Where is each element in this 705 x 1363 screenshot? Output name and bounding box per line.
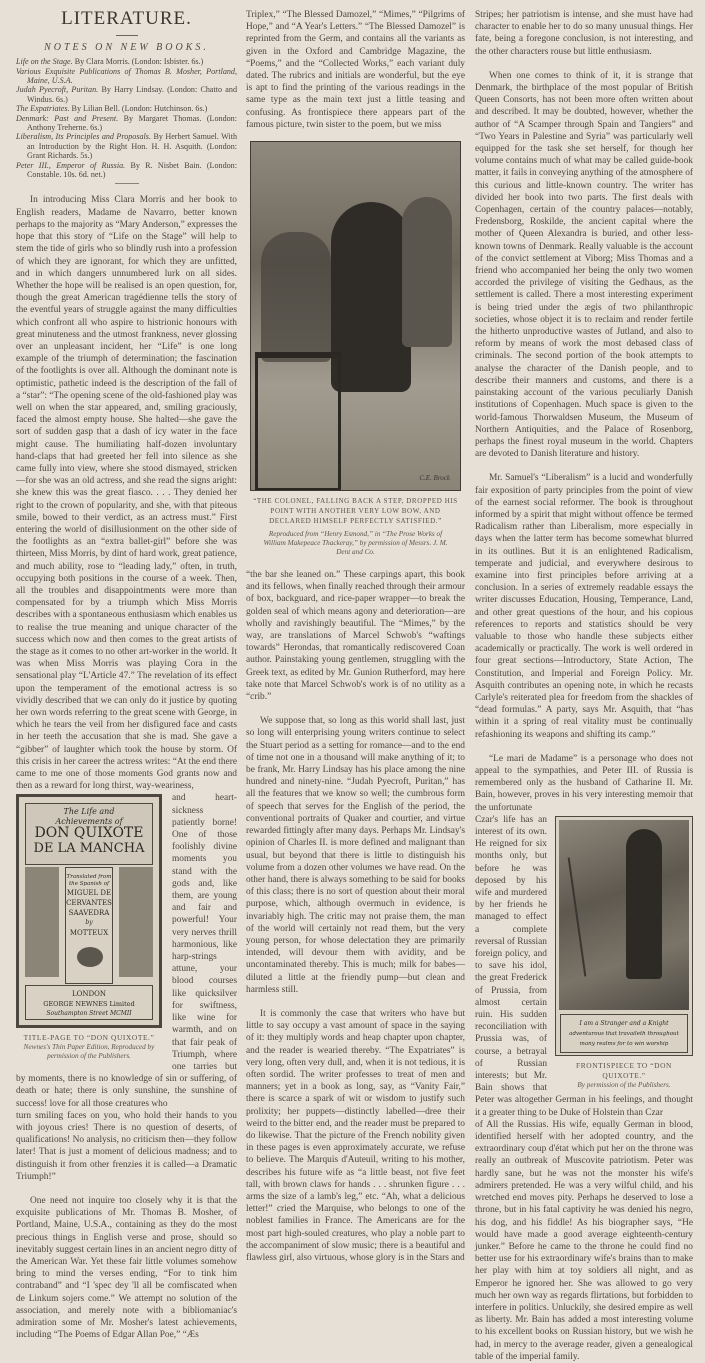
figure-caption: “THE COLONEL, FALLING BACK A STEP, DROPPED HIS POINT WITH ANOTHER VERY LOW BOW, AND DECLARED HIMSELF PERFECTLY SATISFIED.” <box>253 497 458 526</box>
review-mosher: One need not inquire too closely why it is that the exquisite publications of Mr. Thomas B. Mosher, of Portland, Maine, U.S.A., containing as they do the most precious things in English verse and prose, should so inevitably suggest certain lines in an ancient negro ditty of the American War. Yet these fair little volumes somehow bring to mind the verses ending, “For to tink him contraband” and “I 'spec dey 'll all be comfiscated when de Linkum sojers come.” We attempt no solution of the association, and merely note with a bibliomaniac's admiration some of Mr. Mosher's latest achievements, including “The Poems of Edgar Allan Poe,” “Æs <box>16 1195 237 1341</box>
book-list-item: The Expatriates. By Lilian Bell. (London: Hutchinson. 6s.) <box>16 104 208 114</box>
review-peter-iii-end: of All the Russias. His wife, equally German in blood, identified herself with her adopted country, and the extraordinary coup d'état which put her on the throne was really an outbreak of Muscovite patriotism. Peter was hardly sane, but he was not the monster his wife's admirers pretended. He was a very wilful child, and his wretched end moves pity. Perhaps he deserved to lose a throne, but in his fatal captivity he was denied his negro, his dog, and his fiddle! As his biographer says, “He would have made a good average eighteenth-century junker.” Before he came to the throne he could find no better use for his extraordinary wife's brains than to make her play with him at toy soldiers all night, and as Emperor he ignored her. She was allowed to go very much her own way as regards flirtations, but forbidden to interfere in politics. Unluckily, she desired empire as well as liberty. Mr. Bain has added a most interesting volume to his excellent books on Russian history, but we wish he had, in mercy to the average reader, given a genealogical table of the imperial family. <box>475 1119 693 1362</box>
review-mosher-end: “the bar she leaned on.” These carpings apart, this book and its fellows, when finally reached through their armour of box, backguard, and rice-paper wrapper—to break the golden seal of which means agony and deterioration—are wholly and ravishingly beautiful. The “Mimes,” by the way, are translations of Marcel Schwob's “waftings towards” Herondas, that romantically rediscovered Coan author. Painstaking young gentlemen, struggling with the Greek text, as edited by Mr. Gunion Rutherford, may here take note that Marcel Schwob's work is of no utility as a “crib.” <box>246 570 465 703</box>
page-title: LITERATURE. <box>61 8 192 29</box>
figure-caption: TITLE-PAGE TO “DON QUIXOTE.” <box>23 1033 155 1043</box>
title-page-illustration: The Life and Achievements of DON QUIXOTE DE LA MANCHA Translated from the Spanish of MIGUEL DE CERVANTES SAAVEDRA by MOTTEUX LONDON GEORGE NEWNES Limited Southampton Street MCMII <box>16 794 162 1028</box>
column-2 <box>246 0 465 1264</box>
illustrator-signature: C.E. Brock <box>419 473 450 482</box>
book-list-item: Liberalism, Its Principles and Proposals. By Herbert Samuel. With an Introduction by the Right Hon. H. H. Asquith. (London: Grant Richards. 5s.) <box>16 132 237 161</box>
book-list-item: Life on the Stage. By Clara Morris. (London: Isbister. 6s.) <box>16 57 204 67</box>
review-clara-morris-end: turn smiling faces on you, who hold their hands to you with joyous cries! There is no question of deserts, of qualifications! No analysis, no criticism then—they follow later! That is just a moment of delicious madness; and to distinguish it from other frenzies it is called—a Dramatic Triumph!” <box>16 1110 237 1182</box>
column-3 <box>475 0 693 1363</box>
figure-credit: By permission of the Publishers. <box>577 1080 671 1089</box>
review-denmark: When one comes to think of it, it is strange that Denmark, the birthplace of the most popular of British Queen Consorts, has not been more often written about and described. It may be doubted, however, whether the author of “A Scamper through Spain and Tangiers” and “Two Years in Palestine and Syria” was particularly well equipped for the task she set herself, for though her volume contains much of what may be called guide-book matter, it fails in conveying anything of the atmosphere of this curious and little-known country. The writer has divided her book into two parts. The first deals with Copenhagen, certain of the country palaces—notably, Fredensborg, Roskilde, the ancient capital where the mother of Queen Alexandra is buried, and other less-known towns of Denmark. Really valuable is the account of the convict settlement at Viborg; Miss Thomas and a friend who accompanied her being the only two women accorded the privilege of visiting the Gedhaus, as the settlement is called. There a most interesting experiment is being tried under the ægis of two philanthropic societies, whose object it is to reclaim and render fertile the hitherto unproductive wastes of Jutland, and also to reform by means of work the most debased class of criminals. The second portion of the book attempts to analyse the character of the Danish people, and to describe their manners and customs, and there is a painstaking account of the various peculiarly Danish institutions of Copenhagen. Much space is given to the world-famous Thorwaldsen Museum, the Museum of Northern Antiquities, and the Palace of Rosenborg, perhaps the finest royal museum in the world. Chapters are devoted to Danish literature and history. <box>475 70 693 460</box>
figure-credit: Reproduced from “Henry Esmond,” in “The Prose Works of William Makepeace Thackeray,” by permission of Messrs. J. M. Dent and Co. <box>263 530 448 557</box>
book-list <box>16 57 237 179</box>
book-list-item: Denmark: Past and Present. By Margaret Thomas. (London: Anthony Treherne. 6s.) <box>16 113 237 133</box>
figure-don-quixote-title-page <box>16 794 162 1061</box>
section-subheading: NOTES ON NEW BOOKS. <box>44 42 209 53</box>
list-rule <box>115 183 139 184</box>
figure-don-quixote-frontispiece <box>555 816 693 1090</box>
review-judah-pyecroft: We suppose that, so long as this world shall last, just so long will enterprising young writers continue to select the Stuart period as a setting for romance—and to the end of time not one in a thousand will make anything of it; to be frank, Mr. Harry Lindsay has his place among the nine hundred and ninety-nine. “Judah Pyecroft, Puritan,” has all the features that we know so well; the cumbrous form of speech that serves for the English of the period, the conventional portraits of Quaker and courtier, and virtue rewarded fittingly after many days. Perhaps Mr. Lindsay's opinion of Charles II. is more defined and malignant than usual, but beyond that there is little to distinguish his volume from a dozen other volumes we have read. On the other hand, there is always something to be said for books of this class; there is no sort of question about their moral purpose, which, although overmuch in evidence, is invariably high. The critic may not praise them, the man of the world will certainly not read them, but the very young person, for whose delectation they are primarily intended, will devour them with avidity, and be uncontaminated thereby. This is much; milk for babes—diluted a little at the friendly pump—but clean and harmless still. <box>246 716 465 995</box>
review-liberalism: Mr. Samuel's “Liberalism” is a lucid and wonderfully fair exposition of party principles from the point of view of the earnest social reformer. The book is throughout informed by a spirit that might without offence be termed Radicalism rather than Liberalism, more especially in days when the latter term has become somewhat blurred in its outlines. But it is an enlightened Radicalism, temperate and judicial, and everywhere desirous to examine into first principles before arriving at a conclusion. In a series of extremely readable essays the writer discusses Education, Housing, Temperance, Land, and other great questions of the hour, and his copious references to reports and statistics should be very valuable to those who handle these subjects either academically or practically. The work is well ordered in four great sections—Introductory, State Action, The Constitution, and Imperial and Foreign Policy. Mr. Asquith contributes an opening note, in which he recasts Carlyle's reiterated plea for freedom from the shackles of “dead formulas.” A party, says Mr. Asquith, that “has within it a spring of real vitality must be continually refashioning its weapons and shifting its camp.” <box>475 473 693 740</box>
review-clara-morris: In introducing Miss Clara Morris and her book to English readers, Madame de Navarro, better known perhaps to the majority as “Mary Anderson,” expresses the hope that this story of “Life on the Stage” will help to stem the tide of girls who so blindly rush into a profession of which they are ignorant, for which they are unfitted, and in which dangers unnumbered lurk on all sides. Whether the hope will be realised is an open question, for, though the great American tragédienne tells the story of the eventful years of struggle against the many difficulties which confront all who aspire to histrionic honours with great minuteness and the utmost frankness, never glossing over an unpleasant incident, her “Life” is one long example of the triumph of determination; the fascination of the footlights is over all. Although the dominant note is optimistic, pathetic indeed is the description of the fall of a “star”: “The opening scene of the old-fashioned play was well on when the star appeared, and, smiling graciously, faced the almost empty house. She halted—she gave the sort of sudden gasp that a dash of icy water in the face might cause. The humiliating half-dozen involuntary hand-claps that had greeted her fell into silence as she came fully into view, where she stood dismayed, stricken—for she was an old actress, and she read the signs aright: she knew this was the great fiasco. . . . They denied her right to the crown of popularity, and she, with that piteous smile, bowed to their verdict, as an actress must.” First entering the world of disillusionment on the other side of the footlights as an “extra ballet-girl” before she was thirteen, Miss Morris, by dint of hard work, great patience, and much ability, rose to “leading lady,” often, in truth, occupying both positions in the course of a week. Then, all the troubles and disappointments were more than compensated for by a triumph which Miss Morris describes with a spontaneous enthusiasm which enables us to realise the true meaning and unique character of the success which now and then comes to the great artists of the stage as it comes to no other art-worker in the world. It was when Miss Morris was playing Cora in the sensational play “L'Article 47.” The revelation of its effect upon the temperament of the emotional actress is so vividly described that we can only do it justice by quoting her own words referring to the great scene with George, in which he tears the veil from her disfigured face and casts in her teeth the accusation that she is mad. She gave a “gibber” of laughter which took the house by storm. Of this crisis in her career the actress writes: “At the end there came to me one of those moments God grants now and then as a reward for long thirst, way-weariness, <box>16 195 238 792</box>
review-peter-iii-continued: Czar's life has an interest of its own. He reigned for six months only, but before he was deposed by his wife and murdered by her friends he managed to effect a complete reversal of Russian foreign policy, and to save his idol, the great Frederick of Prussia, from almost certain ruin. His sudden reconciliation with Prussia was, of course, a betrayal of Russian interests; but Mr. Bain shows that Peter was altogether German in his feelings, and thought it a greater thing to be Duke of Holstein than Czar <box>475 814 693 1118</box>
title-rule <box>116 35 138 36</box>
review-mosher-continued: Triplex,” “The Blessed Damozel,” “Mimes,” “Pilgrims of Hope,” and “A Year's Letters.” “The Blessed Damozel” is reprinted from the Germ, and contains all the variants as given in the Oxford and Cambridge Magazine, the “Poems,” and the “Collected Works,” each variant duly dated. The rubrics and initials are wonderful, but the eye is apt to find the printing of the various readings in the same type as the main text just a little teasing and confusing. As frontispiece there appears part of the famous picture, twin sister to the poem, but we miss <box>246 10 465 130</box>
book-list-item: Peter III., Emperor of Russia. By R. Nisbet Bain. (London: Constable. 10s. 6d. net.) <box>16 160 237 180</box>
figure-credit: Newnes's Thin Paper Edition, Reproduced by permission of the Publishers. <box>23 1043 155 1061</box>
review-peter-iii: “Le mari de Madame” is a personage who does not appeal to the sympathies, and Peter III. of Russia is remembered only as the husband of Catharine II. Mr. Bain, however, proves in his very interesting memoir that the unfortunate <box>475 753 693 813</box>
book-list-item: Judah Pyecroft, Puritan. By Harry Lindsay. (London: Chatto and Windus. 6s.) <box>16 85 237 104</box>
figure-caption: FRONTISPIECE TO “DON QUIXOTE.” <box>576 1060 672 1080</box>
figure-henry-esmond <box>250 141 461 557</box>
column-1 <box>16 0 237 1341</box>
book-list-item: Various Exquisite Publications of Thomas B. Mosher, Portland, Maine, U.S.A. <box>16 66 237 86</box>
henry-esmond-illustration <box>250 141 461 491</box>
review-clara-morris-continued: and heart-sickness patiently borne! One of those foolishly divine moments you stand with the gods and, like them, are young and fair and powerful! Your very nerves thrill harmonious, like harp-strings attune, your blood courses like quicksilver for swiftness, like wine for warmth, and on that fair peak of Triumph, where one tarries but by moments, there is no knowledge of sin or suffering, of death or hate; there is only sunshine, the sunshine of success! love for all those creatures who <box>16 793 237 1109</box>
review-expatriates: It is commonly the case that writers who have but little to say occupy a vast amount of space in the saying of it: they multiply words and heap chapter upon chapter, and the reader is wearied thereby. “The Expatriates” is very long, often very dull, and, when it is not tedious, it is often sordid. The writer professes to treat of men and manners; yet in a book as long, say, as “Vanity Fair,” there is scarce a spark of wit or wisdom to justify such prolixity; her puppets—distinctly labelled—dree their weird to the bitter end, and the reader must be prepared to do likewise. That the picture of the French nobility given in these pages is even approximately accurate, we refuse to believe. The Marquis d'Auteuil, writing to his mother, describes his future wife as “a little beast, not five feet tall, with brown claws for hands . . . shrunken figure . . . arms the size of a lamb's leg,” etc. “Ah, what a delicious letter!” cried the Marquise, who belongs to one of the noblest families in France. The Americans are for the most part high-souled creatures, who play a noble part to the accompaniment of slow music; there is a beautiful and flawless girl, also virtuous, whose glory is in the Stars and <box>246 1008 465 1263</box>
review-expatriates-continued: Stripes; her patriotism is intense, and she must have had character to enable her to do so many unusual things. Her fate, being a foregone conclusion, is not interesting, and the other characters rouse but little enthusiasm. <box>475 10 693 57</box>
frontispiece-illustration: I am a Stranger and a Knight adventurous that travaileth throughout many realms for to win worship <box>555 816 693 1056</box>
